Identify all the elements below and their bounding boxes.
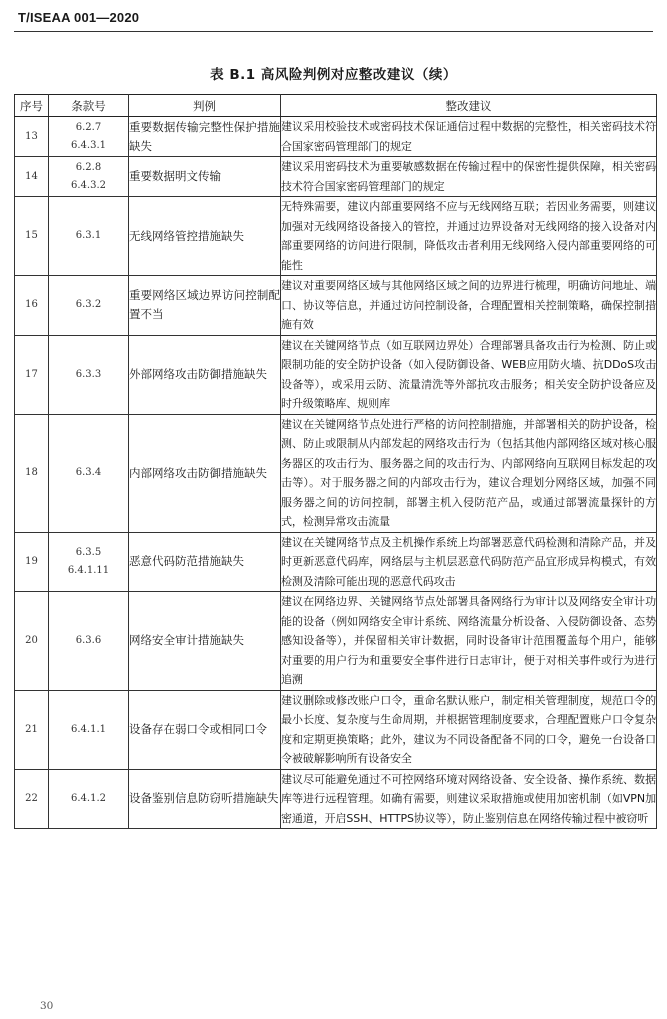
row-number: 22 (15, 769, 49, 829)
clause-cell (49, 690, 129, 769)
table-row (15, 592, 657, 691)
row-number: 17 (15, 335, 49, 414)
case-description: 恶意代码防范措施缺失 (129, 532, 281, 592)
row-number: 20 (15, 592, 49, 691)
page-number: 30 (40, 1000, 54, 1012)
row-number: 18 (15, 414, 49, 532)
table-row (15, 117, 657, 157)
case-description: 设备存在弱口令或相同口令 (129, 690, 281, 769)
clause-number: 6.2.8 (75, 161, 102, 173)
remediation-advice: 建议采用校验技术或密码技术保证通信过程中数据的完整性，相关密码技术符合国家密码管理部门的规定 (281, 117, 657, 157)
remediation-advice: 建议删除或修改账户口令，重命名默认账户，制定相关管理制度，规范口令的最小长度、复杂度与生命周期，并根据管理制度要求，合理配置账户口令复杂度和定期更换策略；此外，建议为不同设备配备不同的口令，避免一台设备口令被破解影响所有设备安全 (281, 690, 657, 769)
header-divider (14, 31, 653, 32)
clause-cell (49, 414, 129, 532)
table-row (15, 690, 657, 769)
clause-number: 6.3.2 (75, 299, 102, 311)
table-row (15, 276, 657, 336)
table-row (15, 414, 657, 532)
column-header-case: 判例 (129, 95, 281, 117)
case-description: 重要数据传输完整性保护措施缺失 (129, 117, 281, 157)
clause-cell (49, 769, 129, 829)
row-number: 16 (15, 276, 49, 336)
document-id: T/ISEAA 001—2020 (18, 10, 140, 25)
clause-number: 6.3.6 (75, 634, 102, 646)
remediation-advice: 建议在关键网络节点处进行严格的访问控制措施，并部署相关的防护设备，检测、防止或限制从内部发起的网络攻击行为（包括其他内部网络区域对核心服务器区的攻击行为、服务器之间的攻击行为、内部网络向互联网目标发起的攻击等）。对于服务器之间的内部攻击行为，建议合理划分网络区域，加强不同服务器之间的访问控制，部署主机入侵防范产品，或通过部署流量探针的方式，检测异常攻击流量 (281, 414, 657, 532)
remediation-table (14, 94, 657, 829)
case-description: 外部网络攻击防御措施缺失 (129, 335, 281, 414)
table-row (15, 197, 657, 276)
clause-number: 6.4.3.2 (71, 179, 106, 191)
clause-number: 6.4.1.11 (67, 564, 110, 576)
row-number: 21 (15, 690, 49, 769)
clause-number: 6.4.3.1 (71, 139, 106, 151)
clause-cell (49, 157, 129, 197)
column-header-advice: 整改建议 (281, 95, 657, 117)
row-number: 19 (15, 532, 49, 592)
remediation-advice: 建议尽可能避免通过不可控网络环境对网络设备、安全设备、操作系统、数据库等进行远程管理。如确有需要，则建议采取措施或使用加密机制（如VPN加密通道，开启SSH、HTTPS协议等），防止鉴别信息在网络传输过程中被窃听 (281, 769, 657, 829)
clause-cell (49, 197, 129, 276)
row-number: 14 (15, 157, 49, 197)
column-header-no: 序号 (15, 95, 49, 117)
clause-number: 6.4.1.2 (71, 792, 106, 804)
table-title: 表 B.1 高风险判例对应整改建议（续） (210, 67, 457, 83)
row-number: 15 (15, 197, 49, 276)
remediation-advice: 建议在关键网络节点（如互联网边界处）合理部署具备攻击行为检测、防止或限制功能的安全防护设备（如入侵防御设备、WEB应用防火墙、抗DDoS攻击设备等），或采用云防、流量清洗等外部抗攻击服务；相关安全防护设备应及时升级策略库、规则库 (281, 335, 657, 414)
case-description: 内部网络攻击防御措施缺失 (129, 414, 281, 532)
case-description: 设备鉴别信息防窃听措施缺失 (129, 769, 281, 829)
remediation-advice: 建议在关键网络节点及主机操作系统上均部署恶意代码检测和清除产品，并及时更新恶意代码库，网络层与主机层恶意代码防范产品宜形成异构模式，有效检测及清除可能出现的恶意代码攻击 (281, 532, 657, 592)
remediation-advice: 建议采用密码技术为重要敏感数据在传输过程中的保密性提供保障，相关密码技术符合国家密码管理部门的规定 (281, 157, 657, 197)
clause-cell (49, 335, 129, 414)
clause-cell (49, 532, 129, 592)
table-header-row (15, 95, 657, 117)
clause-cell (49, 117, 129, 157)
table-row (15, 157, 657, 197)
case-description: 重要数据明文传输 (129, 157, 281, 197)
clause-number: 6.3.3 (75, 368, 102, 380)
remediation-advice: 建议对重要网络区域与其他网络区域之间的边界进行梳理，明确访问地址、端口、协议等信息，并通过访问控制设备，合理配置相关控制策略，确保控制措施有效 (281, 276, 657, 336)
case-description: 重要网络区域边界访问控制配置不当 (129, 276, 281, 336)
case-description: 网络安全审计措施缺失 (129, 592, 281, 691)
table-row (15, 769, 657, 829)
table-row (15, 532, 657, 592)
clause-cell (49, 592, 129, 691)
table-row (15, 335, 657, 414)
remediation-advice: 建议在网络边界、关键网络节点处部署具备网络行为审计以及网络安全审计功能的设备（例如网络安全审计系统、网络流量分析设备、入侵防御设备、态势感知设备等），并保留相关审计数据，同时设备审计范围覆盖每个用户，能够对重要的用户行为和重要安全事件进行日志审计，便于对相关事件或行为进行追溯 (281, 592, 657, 691)
row-number: 13 (15, 117, 49, 157)
clause-number: 6.2.7 (75, 121, 102, 133)
remediation-advice: 无特殊需要，建议内部重要网络不应与无线网络互联；若因业务需要，则建议加强对无线网络设备接入的管控，并通过边界设备对无线网络的接入设备对内部重要网络的访问进行限制，降低攻击者利用无线网络入侵内部重要网络的可能性 (281, 197, 657, 276)
clause-number: 6.3.5 (75, 546, 102, 558)
clause-cell (49, 276, 129, 336)
clause-number: 6.4.1.1 (71, 723, 106, 735)
clause-number: 6.3.1 (75, 230, 102, 241)
column-header-clause: 条款号 (49, 95, 129, 117)
clause-number: 6.3.4 (75, 467, 102, 478)
case-description: 无线网络管控措施缺失 (129, 197, 281, 276)
